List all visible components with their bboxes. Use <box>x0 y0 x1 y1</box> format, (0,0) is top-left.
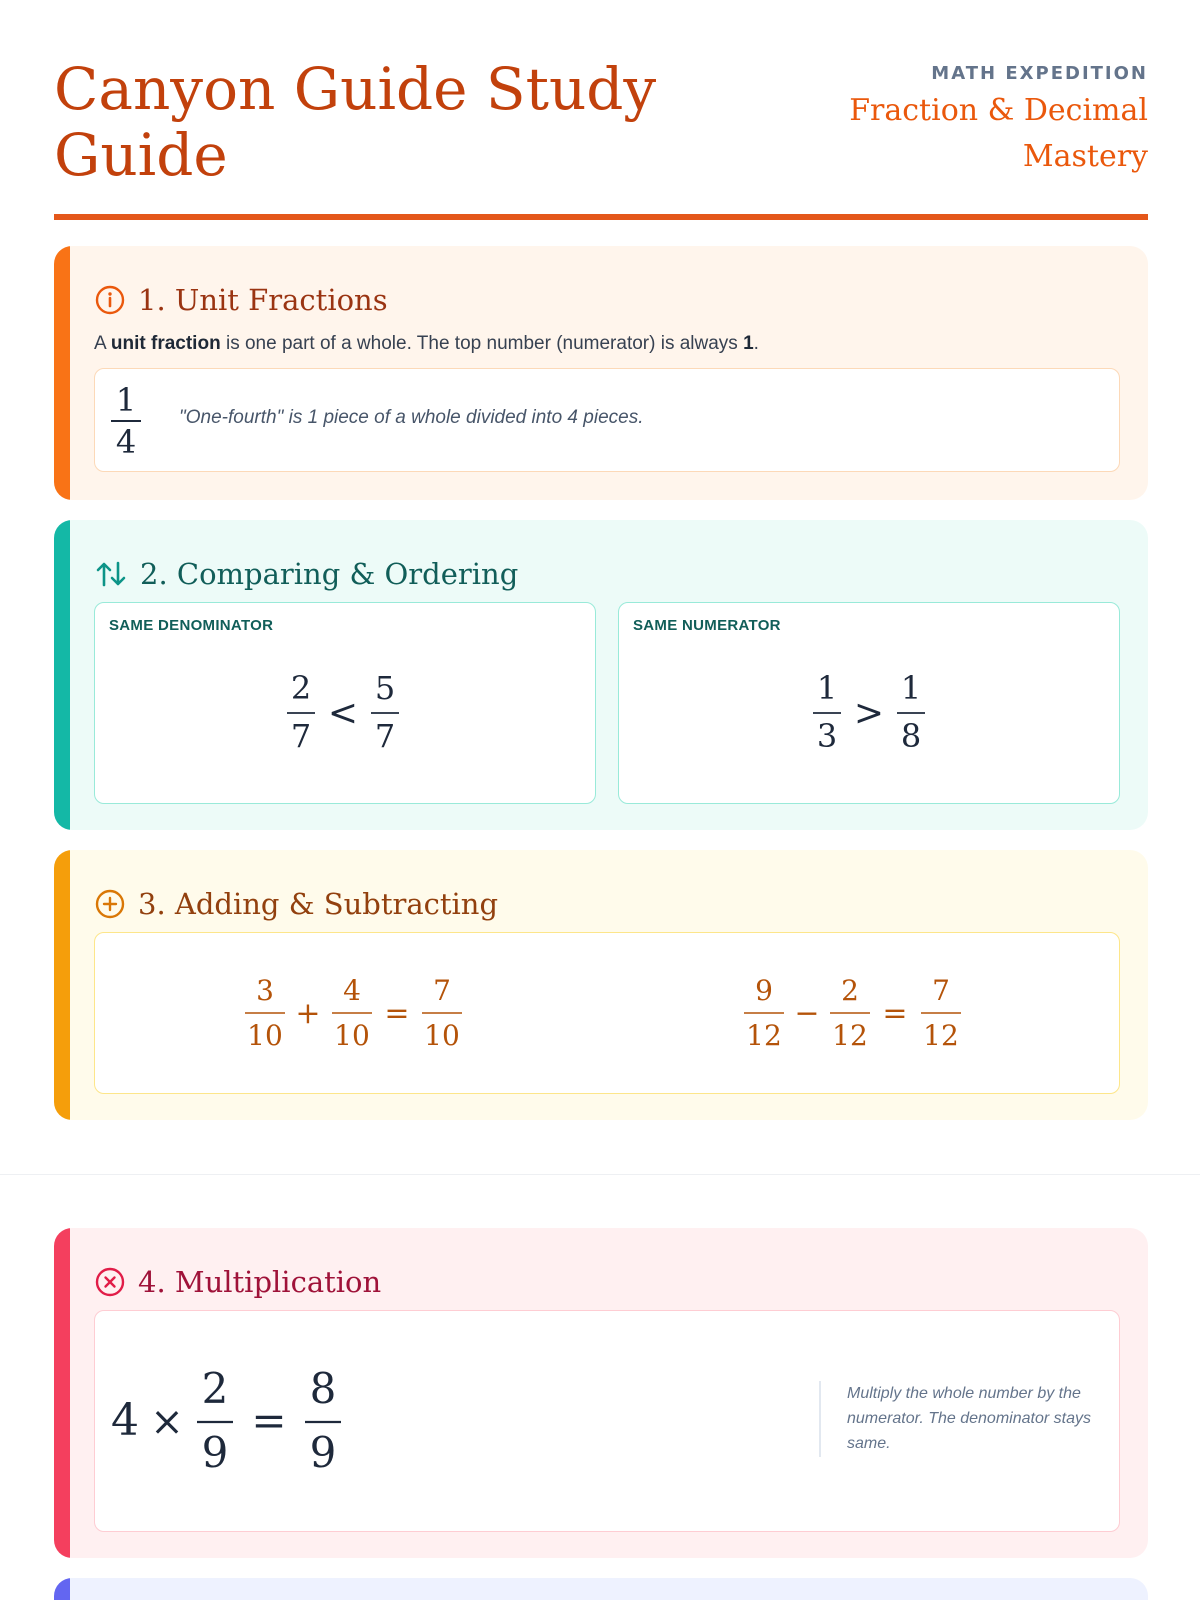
equals-sign: = <box>384 996 410 1031</box>
denominator: 10 <box>424 1019 460 1052</box>
operator: + <box>295 996 321 1031</box>
section-accent-bar <box>54 1578 70 1600</box>
intro-value: 1 <box>743 333 754 354</box>
section-title <box>94 1262 381 1302</box>
times-circle-icon <box>94 1266 126 1298</box>
section-title-text: 4. Multiplication <box>138 1265 382 1299</box>
denominator: 7 <box>374 717 396 755</box>
header-meta <box>728 60 1148 180</box>
equations-box <box>94 932 1120 1094</box>
numerator: 7 <box>433 974 451 1007</box>
intro-term: unit fraction <box>110 333 221 354</box>
plus-circle-icon <box>94 888 126 920</box>
section-title-text: 3. Adding & Subtracting <box>138 887 499 921</box>
intro-text: A <box>94 333 111 354</box>
numerator: 5 <box>374 669 396 707</box>
operator: − <box>794 996 820 1031</box>
multiplication-note: Multiply the whole number by the numerator. The denominator stays same. <box>819 1381 1107 1457</box>
section-accent-bar <box>54 1228 70 1558</box>
numerator: 1 <box>900 669 922 707</box>
fraction <box>111 381 141 461</box>
fraction-bar <box>111 420 141 422</box>
section-intro <box>94 330 759 358</box>
section-title <box>94 554 518 594</box>
header-kicker: MATH EXPEDITION <box>931 63 1148 84</box>
intro-text: is one part of a whole. The top number (numerator) is always <box>220 333 744 354</box>
equals-sign: = <box>251 1396 287 1445</box>
multiplication-equation <box>95 1311 795 1533</box>
denominator: 4 <box>115 423 137 461</box>
example-note: "One-fourth" is 1 piece of a whole divided into 4 pieces. <box>179 407 644 428</box>
compare-expression <box>619 603 1121 805</box>
compare-box-same-denominator <box>94 602 596 804</box>
sort-arrows-icon <box>94 558 128 590</box>
section-comparing <box>54 520 1148 830</box>
multiplication-box <box>94 1310 1120 1532</box>
equations <box>95 933 1121 1095</box>
denominator: 9 <box>309 1428 337 1477</box>
whole-number: 4 <box>111 1395 139 1446</box>
comparison-operator: < <box>327 693 359 734</box>
info-icon <box>94 284 126 316</box>
denominator: 12 <box>923 1019 959 1052</box>
box-label: SAME DENOMINATOR <box>109 617 274 634</box>
denominator: 7 <box>290 717 312 755</box>
section-accent-bar <box>54 850 70 1120</box>
denominator: 8 <box>900 717 922 755</box>
numerator: 9 <box>755 974 773 1007</box>
denominator: 12 <box>832 1019 868 1052</box>
page-header <box>54 56 1148 220</box>
denominator: 10 <box>247 1019 283 1052</box>
section-multiplication <box>54 1228 1148 1558</box>
box-label: SAME NUMERATOR <box>633 617 781 634</box>
numerator: 3 <box>256 974 274 1007</box>
page-break-divider <box>0 1174 1200 1175</box>
numerator: 4 <box>343 974 361 1007</box>
numerator: 8 <box>309 1364 337 1413</box>
section-unit-fractions <box>54 246 1148 500</box>
equals-sign: = <box>882 996 908 1031</box>
denominator: 9 <box>201 1428 229 1477</box>
numerator: 1 <box>115 381 137 419</box>
section-adding-subtracting <box>54 850 1148 1120</box>
compare-box-same-numerator <box>618 602 1120 804</box>
section-accent-bar <box>54 246 70 500</box>
section-title <box>94 884 498 924</box>
example-box <box>94 368 1120 472</box>
numerator: 1 <box>816 669 838 707</box>
section-next <box>54 1578 1148 1600</box>
comparison-operator: > <box>853 693 885 734</box>
numerator: 2 <box>841 974 859 1007</box>
numerator: 7 <box>932 974 950 1007</box>
section-title-text: 2. Comparing & Ordering <box>140 557 519 591</box>
intro-text: . <box>753 333 759 354</box>
denominator: 3 <box>816 717 838 755</box>
section-title <box>94 280 388 320</box>
section-accent-bar <box>54 520 70 830</box>
page-title: Canyon Guide Study Guide <box>54 55 657 189</box>
subtraction-equation <box>744 974 961 1052</box>
denominator: 12 <box>746 1019 782 1052</box>
numerator: 2 <box>290 669 312 707</box>
addition-equation <box>245 974 462 1052</box>
denominator: 10 <box>334 1019 370 1052</box>
section-title-text: 1. Unit Fractions <box>138 283 388 317</box>
numerator: 2 <box>201 1364 229 1413</box>
times-operator: × <box>150 1399 184 1445</box>
header-subtitle: Fraction & Decimal Mastery <box>849 93 1148 174</box>
compare-expression <box>95 603 597 805</box>
